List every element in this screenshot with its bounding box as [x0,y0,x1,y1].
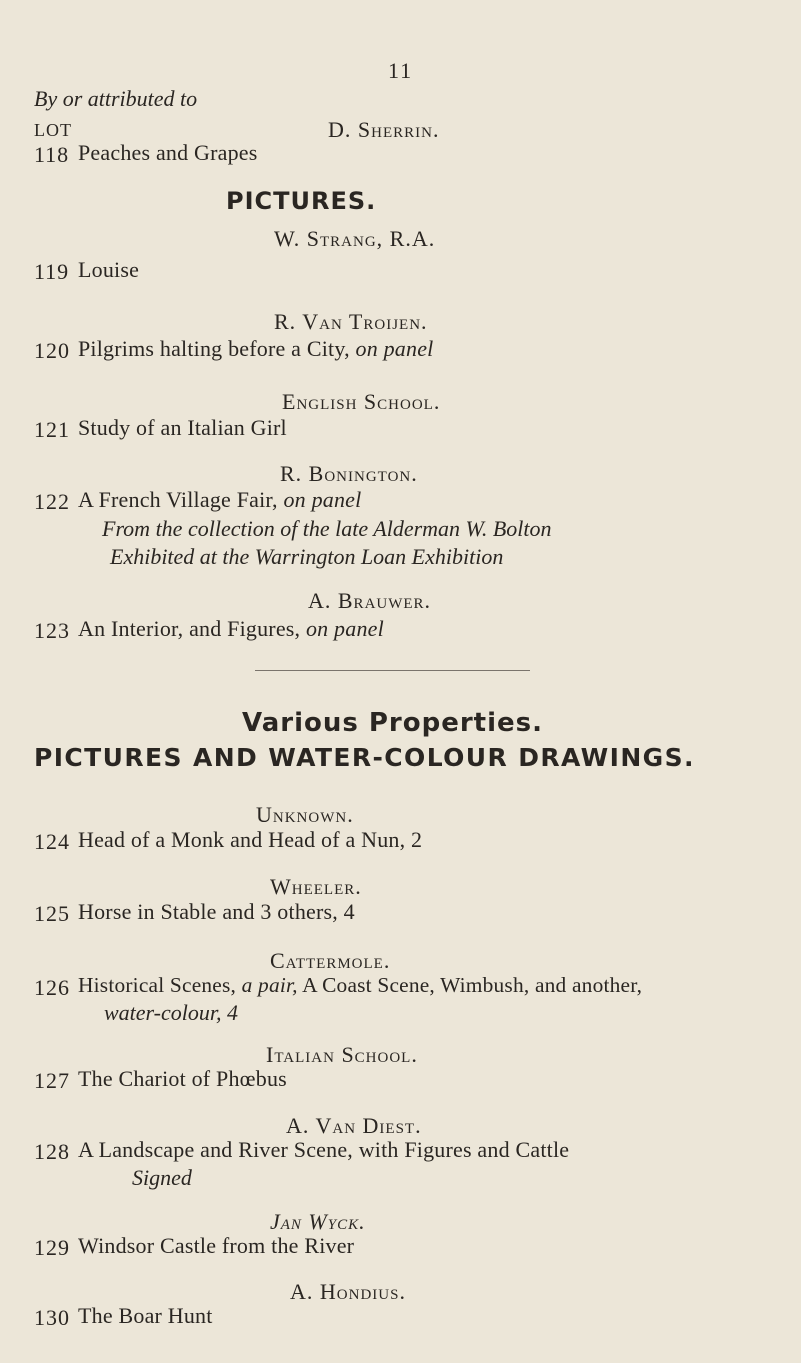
section-heading: PICTURES. [226,187,377,215]
artist-name: Unknown. [256,802,354,827]
lot-title: Historical Scenes, a pair, A Coast Scene, Wimbush, and another, [78,973,643,997]
lot-number: 127 [34,1068,70,1093]
lot-signed-note: Signed [132,1165,192,1190]
artist-name: R. Van Troijen. [274,309,428,334]
lot-number: 129 [34,1235,70,1260]
lot-number: 128 [34,1139,70,1164]
artist-name: A. Brauwer. [308,588,432,613]
lot-title: A French Village Fair, on panel [78,487,362,512]
lot-number: 119 [34,259,70,284]
lot-number: 121 [34,417,70,442]
lot-title: Peaches and Grapes [78,140,258,165]
lot-medium: a pair, [241,973,298,997]
various-properties-heading: Various Properties. [242,708,544,738]
lot-title: Pilgrims halting before a City, on panel [78,336,434,361]
lot-number: 118 [34,142,70,167]
artist-name: W. Strang, R.A. [274,226,436,251]
page-number: 11 [388,58,414,83]
lot-medium: on panel [283,487,362,512]
lot-column-header: LOT [34,120,72,140]
artist-name: R. Bonington. [280,461,418,486]
lot-medium: on panel [355,336,434,361]
lot-number: 130 [34,1305,70,1330]
artist-name: Jan Wyck. [270,1209,366,1234]
artist-name: English School. [282,389,441,414]
artist-name: A. Hondius. [290,1279,406,1304]
lot-medium: on panel [305,616,384,641]
artist-name: Wheeler. [270,874,362,899]
lot-title: A Landscape and River Scene, with Figures and Cattle [78,1137,570,1162]
lot-title: Horse in Stable and 3 others, 4 [78,899,355,924]
lot-number: 120 [34,338,70,363]
lot-number: 125 [34,901,70,926]
lot-title: Windsor Castle from the River [78,1233,355,1258]
lot-number: 124 [34,829,70,854]
lot-number: 122 [34,489,70,514]
lot-title: Head of a Monk and Head of a Nun, 2 [78,827,423,852]
lot-title: The Boar Hunt [78,1303,213,1328]
attribution-header: By or attributed to [34,86,198,111]
lot-title: An Interior, and Figures, on panel [78,616,384,641]
artist-name: Cattermole. [270,948,391,973]
artist-name: Italian School. [266,1042,418,1067]
section-divider [255,670,530,671]
artist-name: A. Van Diest. [286,1113,422,1138]
lot-title: The Chariot of Phœbus [78,1066,287,1091]
lot-title-continuation: water-colour, 4 [104,1000,238,1025]
lot-title: Study of an Italian Girl [78,415,287,440]
lot-number: 123 [34,618,70,643]
artist-name: D. Sherrin. [328,117,440,142]
exhibition-note: Exhibited at the Warrington Loan Exhibition [110,544,504,569]
lot-title: Louise [78,257,140,282]
lot-number: 126 [34,975,70,1000]
provenance-note: From the collection of the late Alderman W. Bolton [102,516,552,541]
main-section-heading: PICTURES AND WATER-COLOUR DRAWINGS. [34,743,695,772]
